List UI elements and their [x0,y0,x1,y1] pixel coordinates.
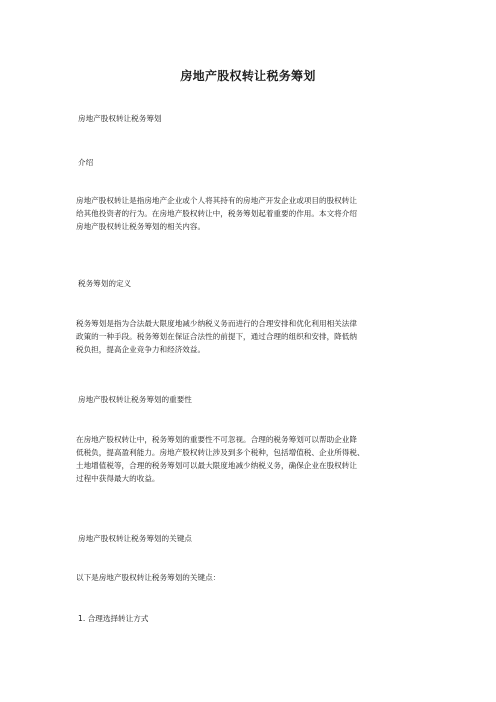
section-paragraph-intro [76,194,436,233]
section-paragraph-key-points [76,571,436,584]
paragraph-line: 以下是房地产股权转让税务筹划的关键点： [76,573,221,582]
paragraph-line: 税负担，提高企业竞争力和经济效益。 [76,345,206,354]
section-heading-key-points: 房地产股权转让税务筹划的关键点 [78,534,192,543]
paragraph-line: 在房地产股权转让中，税务筹划的重要性不可忽视。合理的税务筹划可以帮助企业降 [76,435,357,444]
paragraph-line: 政策的一种手段。税务筹划在保证合法性的前提下，通过合理的组织和安排，降低纳 [76,332,357,341]
paragraph-line: 土地增值税等，合理的税务筹划可以最大限度地减少纳税义务，确保企业在股权转让 [76,461,357,470]
paragraph-line: 房地产股权转让税务筹划的相关内容。 [76,222,206,231]
section-paragraph-importance [76,433,436,485]
document-title: 房地产股权转让税务筹划 [180,69,316,83]
document-subtitle: 房地产股权转让税务筹划 [78,114,162,123]
section-heading-definition: 税务筹划的定义 [78,279,132,288]
paragraph-line: 给其他投资者的行为。在房地产股权转让中，税务筹划起着重要的作用。本文将介绍 [76,209,357,218]
section-heading-importance: 房地产股权转让税务筹划的重要性 [78,395,192,404]
paragraph-line: 房地产股权转让是指房地产企业或个人将其持有的房地产开发企业或项目的股权转让 [76,196,357,205]
paragraph-line: 过程中获得最大的收益。 [76,474,160,483]
section-paragraph-definition [76,317,436,356]
list-item: 1. 合理选择转让方式 [78,614,149,623]
paragraph-line: 税务筹划是指为合法最大限度地减少纳税义务而进行的合理安排和优化利用相关法律 [76,319,357,328]
section-heading-intro: 介绍 [78,158,94,167]
paragraph-line: 低税负，提高盈利能力。房地产股权转让涉及到多个税种，包括增值税、企业所得税、 [76,448,365,457]
